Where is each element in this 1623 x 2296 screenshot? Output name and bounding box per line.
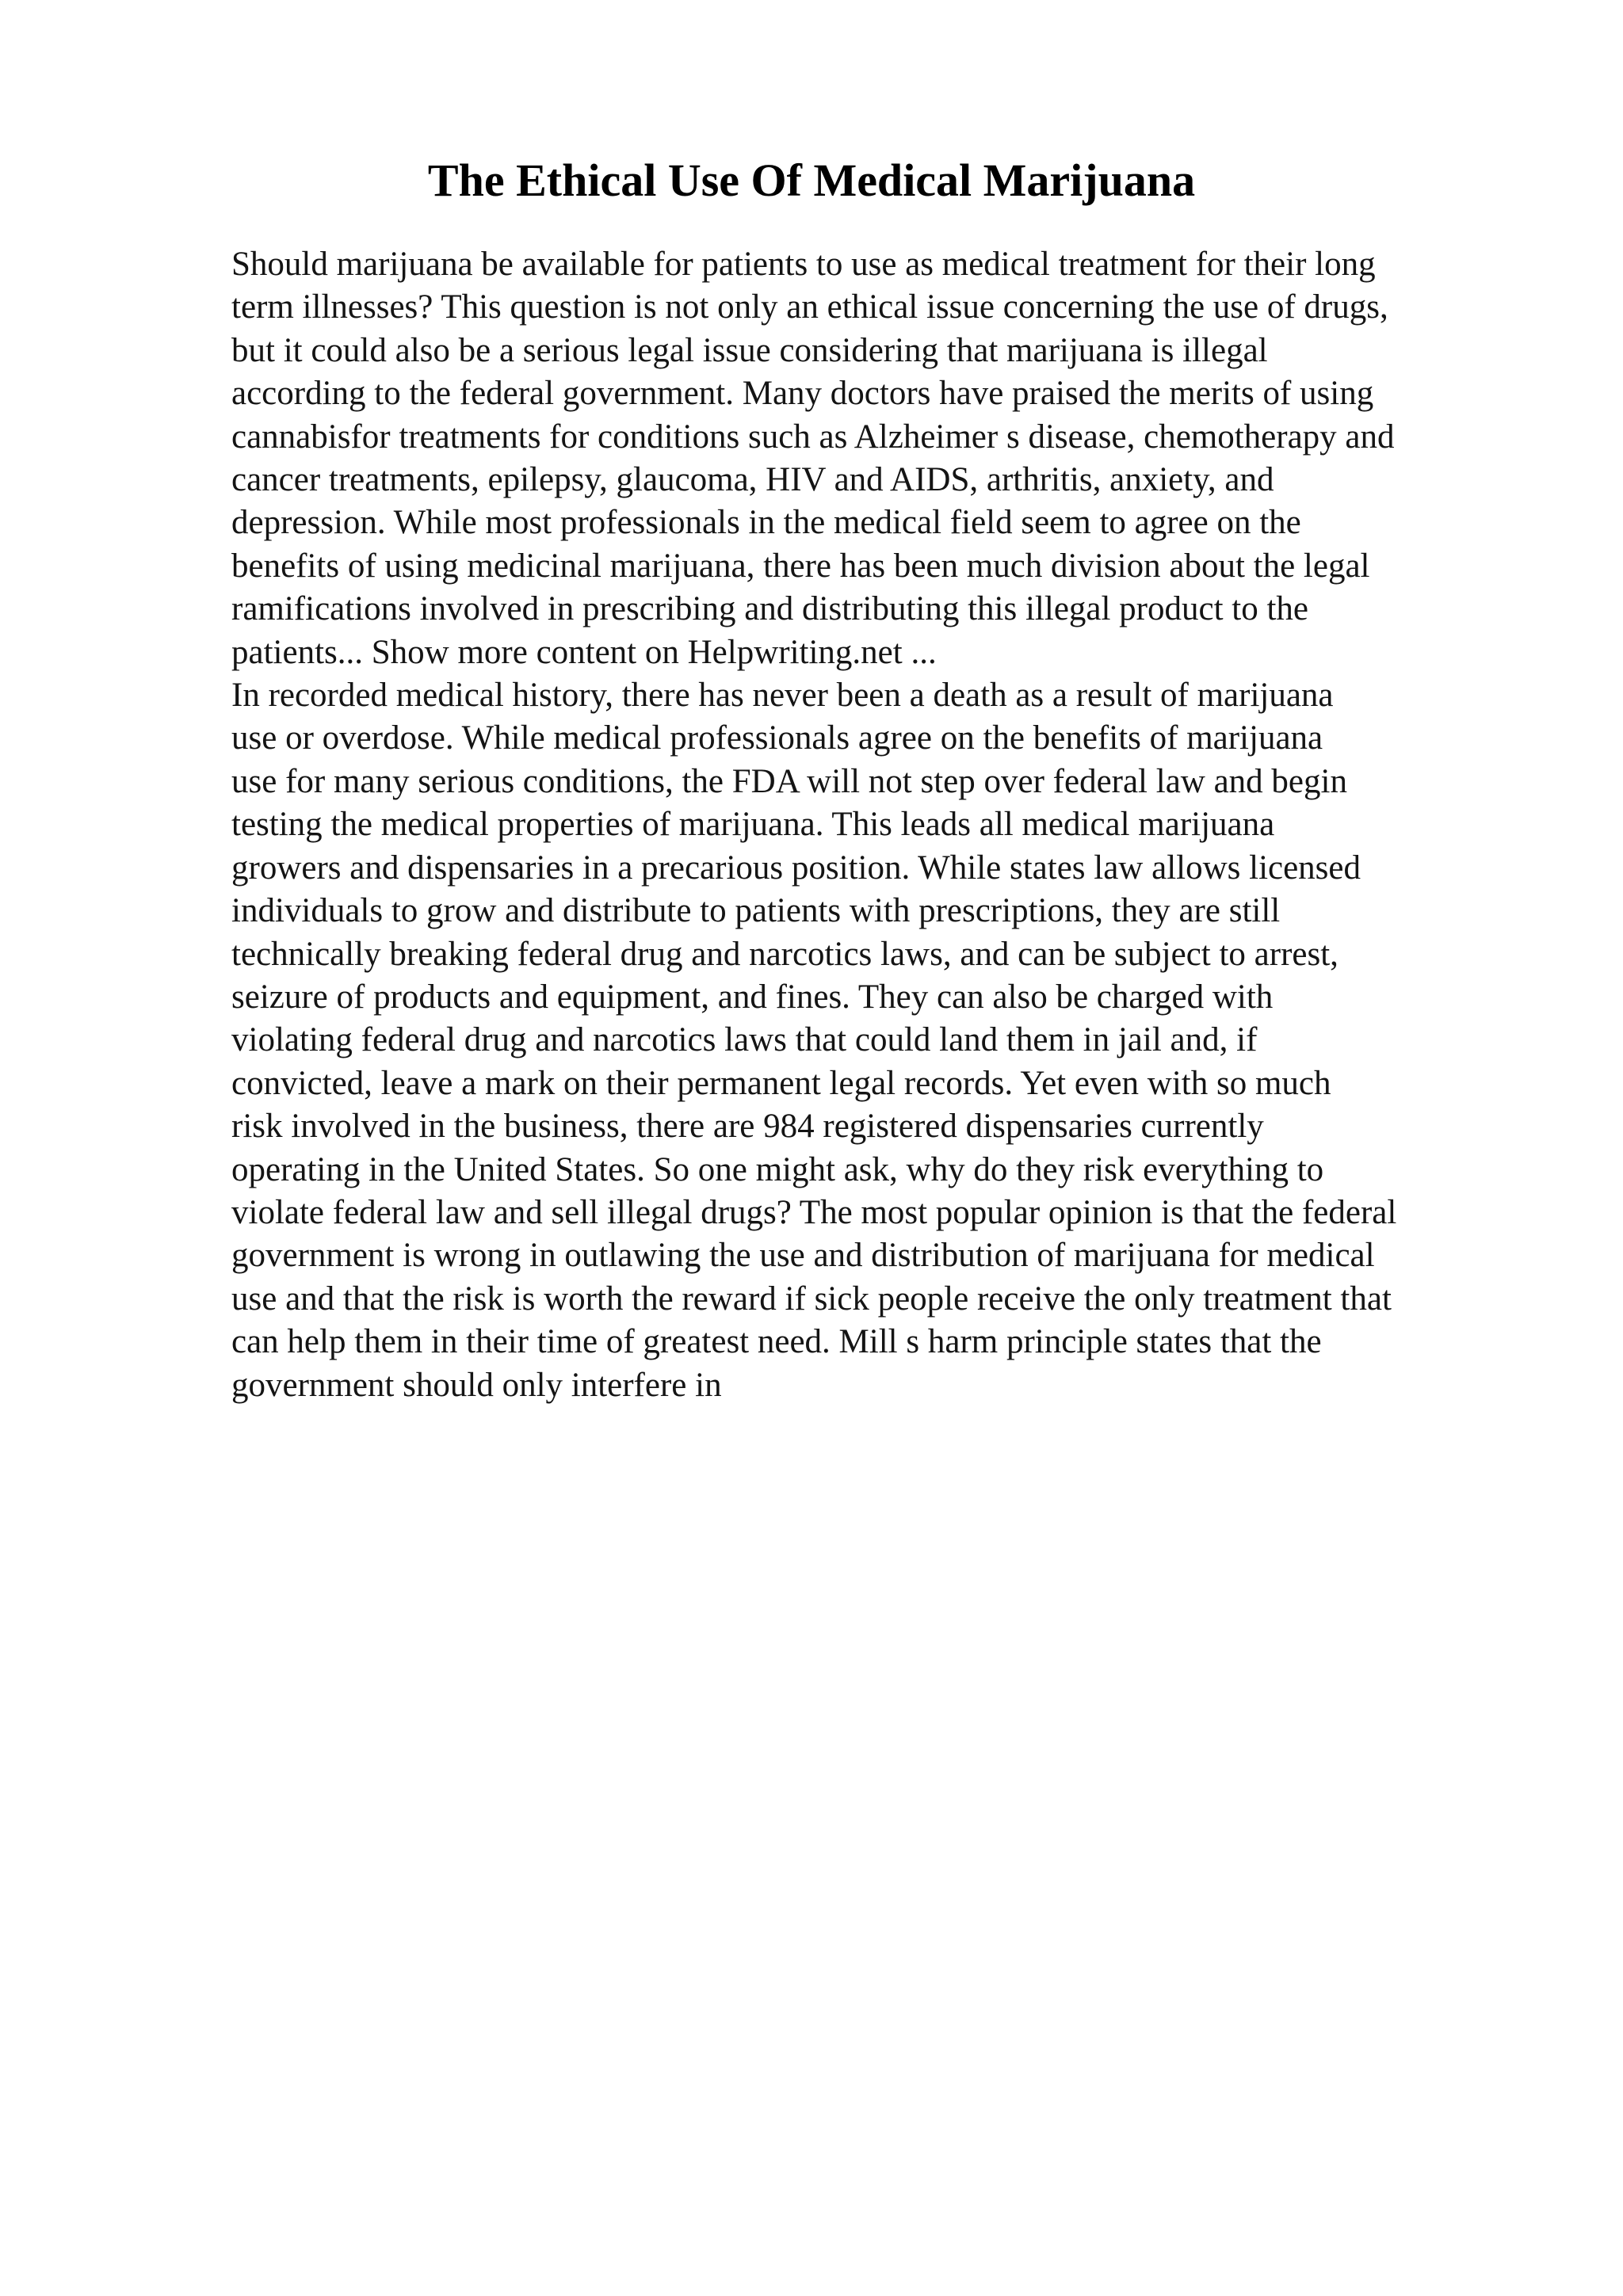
text-line: use for many serious conditions, the FDA will not step over federal law and begin	[231, 762, 1347, 800]
text-line: growers and dispensaries in a precarious position. While states law allows licensed	[231, 849, 1361, 887]
text-line: according to the federal government. Many doctors have praised the merits of using	[231, 375, 1374, 413]
text-line: patients... Show more content on Helpwriting.net ...	[231, 633, 937, 671]
text-line: use and that the risk is worth the reward if sick people receive the only treatment that	[231, 1280, 1392, 1318]
text-line: term illnesses? This question is not only an ethical issue concerning the use of drugs,	[231, 288, 1388, 326]
text-line: technically breaking federal drug and narcotics laws, and can be subject to arrest,	[231, 935, 1338, 973]
text-line: cannabisfor treatments for conditions such as Alzheimer s disease, chemotherapy and	[231, 418, 1395, 456]
text-line: government is wrong in outlawing the use and distribution of marijuana for medical	[231, 1237, 1375, 1275]
document-title: The Ethical Use Of Medical Marijuana	[427, 154, 1196, 206]
text-line: risk involved in the business, there are 984 registered dispensaries currently	[231, 1108, 1264, 1146]
text-line: violate federal law and sell illegal drugs? The most popular opinion is that the federal	[231, 1193, 1397, 1231]
text-line: Should marijuana be available for patients to use as medical treatment for their long	[231, 246, 1376, 283]
text-line: can help them in their time of greatest need. Mill s harm principle states that the	[231, 1323, 1322, 1361]
text-line: depression. While most professionals in the medical field seem to agree on the	[231, 504, 1301, 542]
text-line: individuals to grow and distribute to patients with prescriptions, they are still	[231, 892, 1281, 930]
text-line: cancer treatments, epilepsy, glaucoma, HIV and AIDS, arthritis, anxiety, and	[231, 461, 1274, 499]
text-line: seizure of products and equipment, and fines. They can also be charged with	[231, 978, 1274, 1016]
text-line: but it could also be a serious legal issue considering that marijuana is illegal	[231, 331, 1268, 369]
text-line: operating in the United States. So one might ask, why do they risk everything to	[231, 1150, 1324, 1188]
document-body	[231, 243, 1515, 1407]
text-line: convicted, leave a mark on their permanent legal records. Yet even with so much	[231, 1064, 1331, 1102]
text-line: benefits of using medicinal marijuana, there has been much division about the legal	[231, 547, 1370, 585]
text-line: government should only interfere in	[231, 1366, 722, 1404]
text-line: In recorded medical history, there has never been a death as a result of marijuana	[231, 677, 1334, 715]
text-line: ramifications involved in prescribing and distributing this illegal product to the	[231, 590, 1309, 628]
text-line: testing the medical properties of marijuana. This leads all medical marijuana	[231, 806, 1275, 844]
text-line: use or overdose. While medical professionals agree on the benefits of marijuana	[231, 719, 1323, 757]
text-line: violating federal drug and narcotics laws that could land them in jail and, if	[231, 1021, 1258, 1059]
